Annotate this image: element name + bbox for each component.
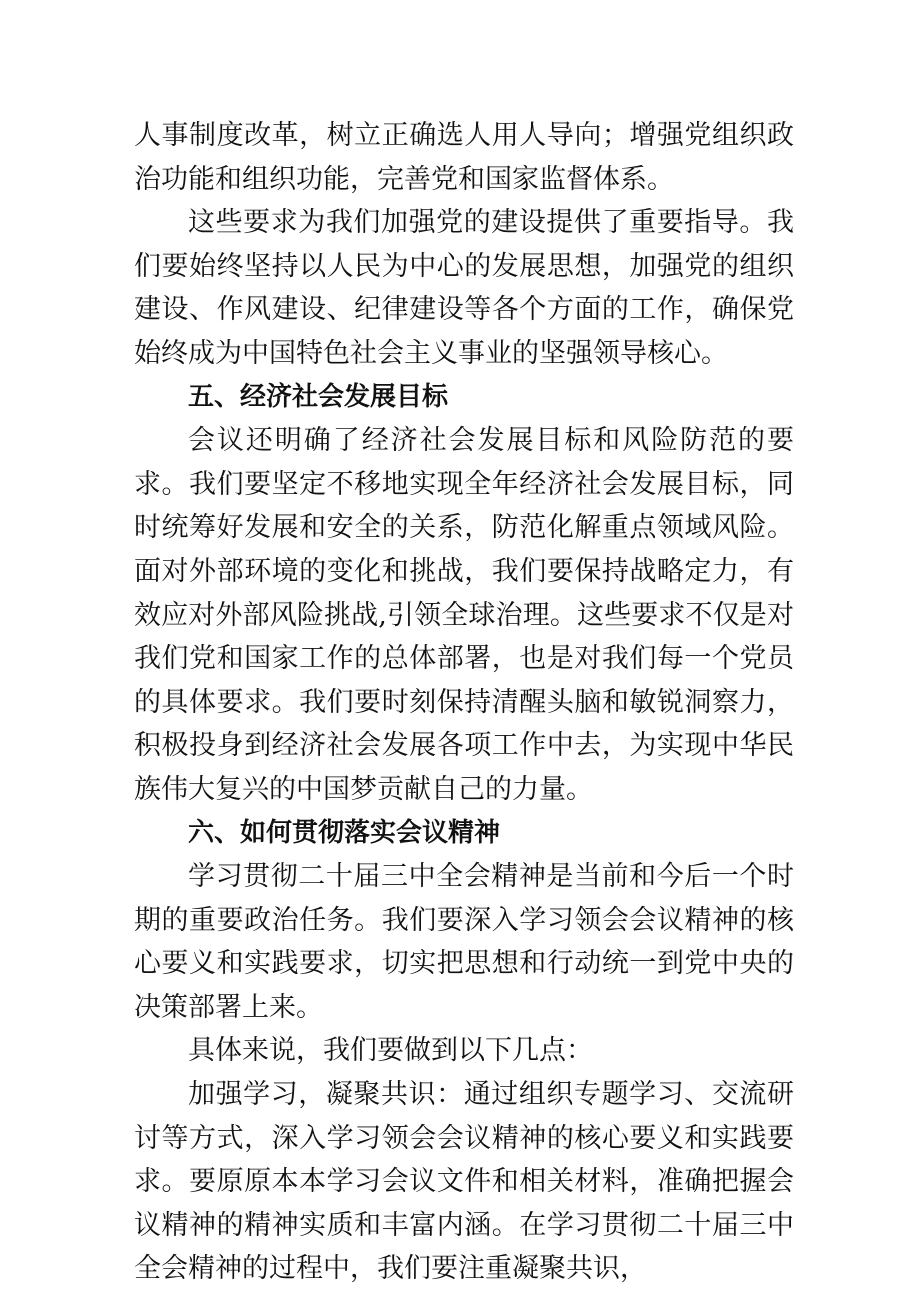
paragraph-implementation-task: 学习贯彻二十届三中全会精神是当前和今后一个时期的重要政治任务。我们要深入学习领会会议精神的核心要义和实践要求，切实把思想和行动统一到党中央的决策部署上来。	[134, 861, 794, 1023]
paragraph-strengthen-learning: 加强学习，凝聚共识：通过组织专题学习、交流研讨等方式，深入学习领会会议精神的核心要义和实践要求。要原原本本学习会议文件和相关材料，准确把握会议精神的精神实质和丰富内涵。在学习贯彻二十届三中全会精神的过程中，我们要注重凝聚共识，	[134, 1079, 794, 1285]
paragraph-specific-points: 具体来说，我们要做到以下几点：	[188, 1035, 593, 1067]
paragraph-party-building-guidance: 这些要求为我们加强党的建设提供了重要指导。我们要始终坚持以人民为中心的发展思想，加强党的组织建设、作风建设、纪律建设等各个方面的工作，确保党始终成为中国特色社会主义事业的坚强领导核心。	[134, 207, 794, 369]
document-body	[134, 114, 794, 1291]
paragraph-party-building-reform: 人事制度改革，树立正确选人用人导向；增强党组织政治功能和组织功能，完善党和国家监督体系。	[134, 120, 794, 195]
paragraph-economic-goals: 会议还明确了经济社会发展目标和风险防范的要求。我们要坚定不移地实现全年经济社会发展目标，同时统筹好发展和安全的关系，防范化解重点领域风险。面对外部环境的变化和挑战，我们要保持战略定力，有效应对外部风险挑战,引领全球治理。这些要求不仅是对我们党和国家工作的总体部署，也是对我们每一个党员的具体要求。我们要时刻保持清醒头脑和敏锐洞察力，积极投身到经济社会发展各项工作中去，为实现中华民族伟大复兴的中国梦贡献自己的力量。	[134, 425, 794, 805]
section-heading-implementation: 六、如何贯彻落实会议精神	[188, 817, 501, 848]
section-heading-economic-goals: 五、经济社会发展目标	[188, 381, 449, 412]
